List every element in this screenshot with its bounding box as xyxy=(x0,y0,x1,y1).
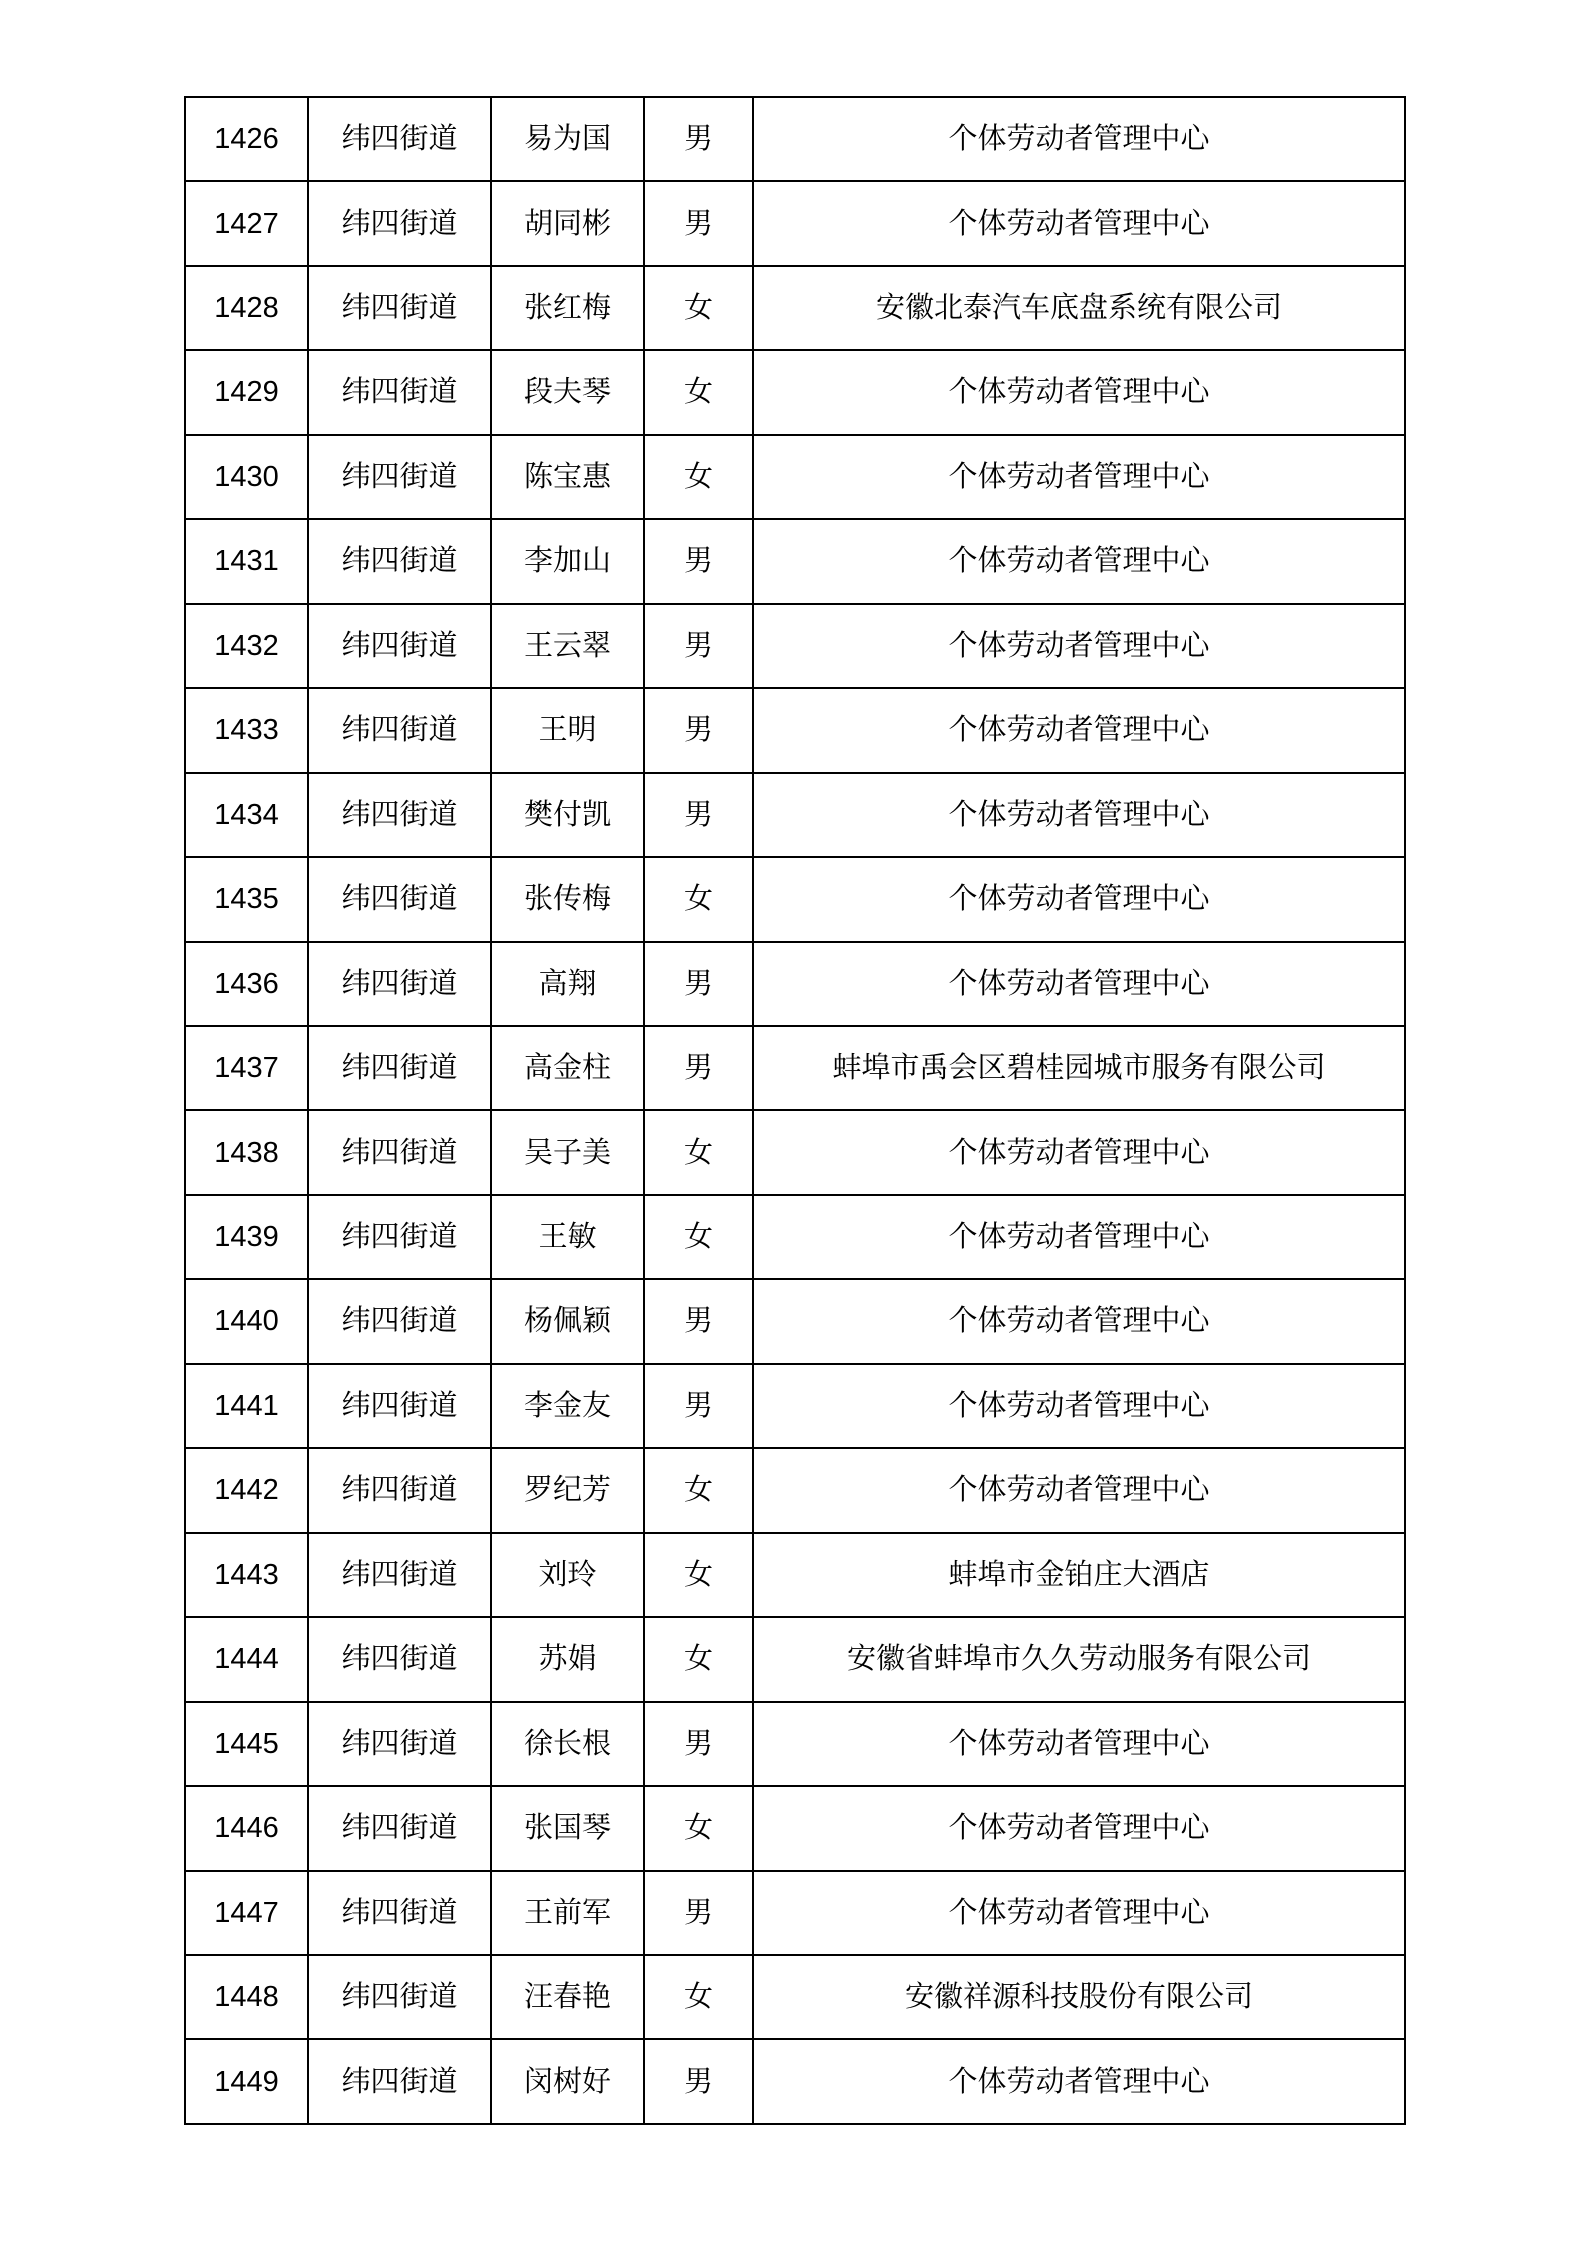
table-row xyxy=(185,1448,1405,1532)
row-number-cell: 1442 xyxy=(185,1448,308,1532)
company-cell: 个体劳动者管理中心 xyxy=(753,435,1405,519)
name-cell: 王明 xyxy=(491,688,644,772)
name-cell: 王敏 xyxy=(491,1195,644,1279)
row-number-cell: 1431 xyxy=(185,519,308,603)
table-row xyxy=(185,1195,1405,1279)
company-cell: 个体劳动者管理中心 xyxy=(753,1871,1405,1955)
gender-cell: 男 xyxy=(644,1364,753,1448)
gender-cell: 女 xyxy=(644,1955,753,2039)
row-number-cell: 1443 xyxy=(185,1533,308,1617)
row-number-cell: 1428 xyxy=(185,266,308,350)
roster-table-body xyxy=(185,97,1405,2124)
table-row xyxy=(185,942,1405,1026)
name-cell: 段夫琴 xyxy=(491,350,644,434)
company-cell: 个体劳动者管理中心 xyxy=(753,519,1405,603)
street-cell: 纬四街道 xyxy=(308,942,491,1026)
name-cell: 高金柱 xyxy=(491,1026,644,1110)
gender-cell: 男 xyxy=(644,604,753,688)
row-number-cell: 1436 xyxy=(185,942,308,1026)
row-number-cell: 1446 xyxy=(185,1786,308,1870)
street-cell: 纬四街道 xyxy=(308,350,491,434)
row-number-cell: 1434 xyxy=(185,773,308,857)
gender-cell: 男 xyxy=(644,181,753,265)
gender-cell: 女 xyxy=(644,1617,753,1701)
name-cell: 苏娟 xyxy=(491,1617,644,1701)
row-number-cell: 1438 xyxy=(185,1110,308,1194)
street-cell: 纬四街道 xyxy=(308,1026,491,1110)
row-number-cell: 1440 xyxy=(185,1279,308,1363)
gender-cell: 男 xyxy=(644,2039,753,2124)
gender-cell: 女 xyxy=(644,1110,753,1194)
company-cell: 个体劳动者管理中心 xyxy=(753,942,1405,1026)
gender-cell: 男 xyxy=(644,1279,753,1363)
street-cell: 纬四街道 xyxy=(308,773,491,857)
gender-cell: 女 xyxy=(644,857,753,941)
table-row xyxy=(185,1786,1405,1870)
street-cell: 纬四街道 xyxy=(308,1786,491,1870)
table-row xyxy=(185,1026,1405,1110)
table-row xyxy=(185,688,1405,772)
name-cell: 王前军 xyxy=(491,1871,644,1955)
company-cell: 个体劳动者管理中心 xyxy=(753,1702,1405,1786)
table-row xyxy=(185,1871,1405,1955)
table-row xyxy=(185,97,1405,181)
name-cell: 张传梅 xyxy=(491,857,644,941)
street-cell: 纬四街道 xyxy=(308,1110,491,1194)
street-cell: 纬四街道 xyxy=(308,1279,491,1363)
company-cell: 安徽祥源科技股份有限公司 xyxy=(753,1955,1405,2039)
name-cell: 吴子美 xyxy=(491,1110,644,1194)
street-cell: 纬四街道 xyxy=(308,857,491,941)
name-cell: 高翔 xyxy=(491,942,644,1026)
company-cell: 个体劳动者管理中心 xyxy=(753,1279,1405,1363)
company-cell: 个体劳动者管理中心 xyxy=(753,1448,1405,1532)
name-cell: 杨佩颖 xyxy=(491,1279,644,1363)
table-row xyxy=(185,435,1405,519)
name-cell: 王云翠 xyxy=(491,604,644,688)
name-cell: 李金友 xyxy=(491,1364,644,1448)
row-number-cell: 1437 xyxy=(185,1026,308,1110)
table-row xyxy=(185,181,1405,265)
company-cell: 个体劳动者管理中心 xyxy=(753,1195,1405,1279)
name-cell: 张国琴 xyxy=(491,1786,644,1870)
table-row xyxy=(185,519,1405,603)
row-number-cell: 1447 xyxy=(185,1871,308,1955)
name-cell: 徐长根 xyxy=(491,1702,644,1786)
gender-cell: 男 xyxy=(644,519,753,603)
street-cell: 纬四街道 xyxy=(308,519,491,603)
company-cell: 个体劳动者管理中心 xyxy=(753,350,1405,434)
company-cell: 蚌埠市金铂庄大酒店 xyxy=(753,1533,1405,1617)
company-cell: 个体劳动者管理中心 xyxy=(753,1364,1405,1448)
company-cell: 个体劳动者管理中心 xyxy=(753,181,1405,265)
company-cell: 蚌埠市禹会区碧桂园城市服务有限公司 xyxy=(753,1026,1405,1110)
row-number-cell: 1427 xyxy=(185,181,308,265)
gender-cell: 女 xyxy=(644,435,753,519)
name-cell: 易为国 xyxy=(491,97,644,181)
name-cell: 樊付凯 xyxy=(491,773,644,857)
row-number-cell: 1439 xyxy=(185,1195,308,1279)
company-cell: 个体劳动者管理中心 xyxy=(753,857,1405,941)
name-cell: 陈宝惠 xyxy=(491,435,644,519)
gender-cell: 女 xyxy=(644,266,753,350)
row-number-cell: 1426 xyxy=(185,97,308,181)
name-cell: 张红梅 xyxy=(491,266,644,350)
gender-cell: 女 xyxy=(644,350,753,434)
company-cell: 安徽北泰汽车底盘系统有限公司 xyxy=(753,266,1405,350)
street-cell: 纬四街道 xyxy=(308,688,491,772)
gender-cell: 男 xyxy=(644,1026,753,1110)
gender-cell: 男 xyxy=(644,1702,753,1786)
table-row xyxy=(185,857,1405,941)
street-cell: 纬四街道 xyxy=(308,1533,491,1617)
street-cell: 纬四街道 xyxy=(308,1702,491,1786)
gender-cell: 女 xyxy=(644,1195,753,1279)
street-cell: 纬四街道 xyxy=(308,97,491,181)
name-cell: 罗纪芳 xyxy=(491,1448,644,1532)
gender-cell: 男 xyxy=(644,773,753,857)
table-row xyxy=(185,1617,1405,1701)
row-number-cell: 1444 xyxy=(185,1617,308,1701)
row-number-cell: 1433 xyxy=(185,688,308,772)
company-cell: 个体劳动者管理中心 xyxy=(753,1110,1405,1194)
street-cell: 纬四街道 xyxy=(308,1617,491,1701)
roster-table xyxy=(184,96,1406,2125)
street-cell: 纬四街道 xyxy=(308,604,491,688)
row-number-cell: 1445 xyxy=(185,1702,308,1786)
gender-cell: 女 xyxy=(644,1448,753,1532)
company-cell: 个体劳动者管理中心 xyxy=(753,97,1405,181)
row-number-cell: 1430 xyxy=(185,435,308,519)
company-cell: 个体劳动者管理中心 xyxy=(753,773,1405,857)
row-number-cell: 1449 xyxy=(185,2039,308,2124)
street-cell: 纬四街道 xyxy=(308,435,491,519)
street-cell: 纬四街道 xyxy=(308,2039,491,2124)
street-cell: 纬四街道 xyxy=(308,1448,491,1532)
table-row xyxy=(185,604,1405,688)
name-cell: 闵树好 xyxy=(491,2039,644,2124)
gender-cell: 男 xyxy=(644,688,753,772)
table-row xyxy=(185,1702,1405,1786)
table-row xyxy=(185,266,1405,350)
company-cell: 个体劳动者管理中心 xyxy=(753,604,1405,688)
street-cell: 纬四街道 xyxy=(308,266,491,350)
gender-cell: 男 xyxy=(644,97,753,181)
table-row xyxy=(185,350,1405,434)
table-row xyxy=(185,1955,1405,2039)
row-number-cell: 1435 xyxy=(185,857,308,941)
table-row xyxy=(185,1279,1405,1363)
row-number-cell: 1441 xyxy=(185,1364,308,1448)
row-number-cell: 1448 xyxy=(185,1955,308,2039)
table-row xyxy=(185,773,1405,857)
company-cell: 个体劳动者管理中心 xyxy=(753,2039,1405,2124)
gender-cell: 男 xyxy=(644,1871,753,1955)
table-row xyxy=(185,1110,1405,1194)
name-cell: 胡同彬 xyxy=(491,181,644,265)
table-row xyxy=(185,2039,1405,2124)
street-cell: 纬四街道 xyxy=(308,1871,491,1955)
table-row xyxy=(185,1364,1405,1448)
name-cell: 汪春艳 xyxy=(491,1955,644,2039)
gender-cell: 女 xyxy=(644,1786,753,1870)
name-cell: 刘玲 xyxy=(491,1533,644,1617)
table-row xyxy=(185,1533,1405,1617)
street-cell: 纬四街道 xyxy=(308,1195,491,1279)
company-cell: 个体劳动者管理中心 xyxy=(753,1786,1405,1870)
street-cell: 纬四街道 xyxy=(308,1955,491,2039)
row-number-cell: 1432 xyxy=(185,604,308,688)
gender-cell: 男 xyxy=(644,942,753,1026)
street-cell: 纬四街道 xyxy=(308,181,491,265)
street-cell: 纬四街道 xyxy=(308,1364,491,1448)
row-number-cell: 1429 xyxy=(185,350,308,434)
company-cell: 个体劳动者管理中心 xyxy=(753,688,1405,772)
gender-cell: 女 xyxy=(644,1533,753,1617)
company-cell: 安徽省蚌埠市久久劳动服务有限公司 xyxy=(753,1617,1405,1701)
name-cell: 李加山 xyxy=(491,519,644,603)
